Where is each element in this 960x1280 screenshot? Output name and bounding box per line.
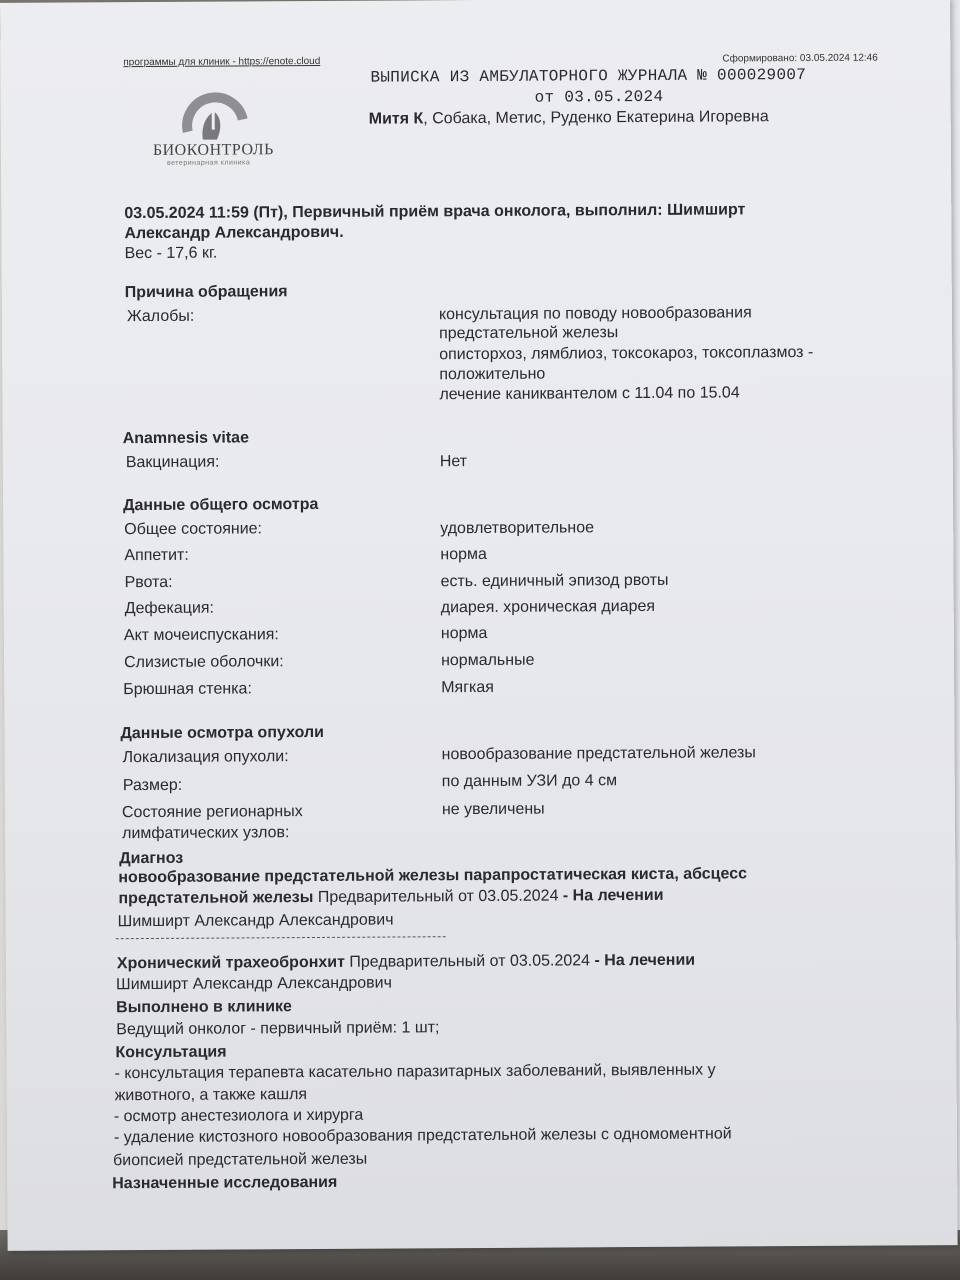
exam-row-label: Общее состояние: bbox=[124, 520, 263, 539]
consultation-line: - консультация терапевта касательно паразитарных заболеваний, выявленных у bbox=[114, 1061, 716, 1083]
exam-row-value: норма bbox=[440, 545, 487, 564]
consultation-title: Консультация bbox=[115, 1043, 227, 1062]
consultation-line: животного, а также кашля bbox=[114, 1086, 308, 1105]
complaints-line: предстательной железы bbox=[438, 324, 619, 343]
exam-row-label: Акт мочеиспускания: bbox=[123, 626, 279, 645]
clinic-logo-subtitle: ветеринарная клиника bbox=[166, 159, 251, 167]
patient-name: Митя К bbox=[368, 110, 424, 128]
complaints-line: лечение каниквантелом с 11.04 по 15.04 bbox=[439, 384, 740, 404]
consultation-line: биопсией предстательной железы bbox=[113, 1150, 368, 1170]
diagnosis-1-type: Предварительный от 03.05.2024 bbox=[313, 887, 563, 907]
vaccination-value: Нет bbox=[439, 453, 468, 471]
document-title: ВЫПИСКА ИЗ АМБУЛАТОРНОГО ЖУРНАЛА № 000029007 bbox=[370, 65, 807, 87]
diagnosis-1-text-cont: предстательной железы bbox=[118, 889, 314, 908]
consultation-line: - осмотр анестезиолога и хирурга bbox=[113, 1106, 364, 1126]
exam-row-label: Брюшная стенка: bbox=[123, 680, 252, 699]
complaints-label: Жалобы: bbox=[126, 307, 195, 326]
diagnosis-2-line bbox=[117, 952, 695, 974]
exam-row-value: Мягкая bbox=[441, 678, 495, 697]
generated-timestamp: Сформировано: 03.05.2024 12:46 bbox=[722, 52, 878, 65]
diagnosis-2-status: - На лечении bbox=[594, 951, 696, 970]
diagnosis-2-text: Хронический трахеобронхит bbox=[116, 953, 345, 973]
tumor-row-value: новообразование предстательной железы bbox=[441, 744, 756, 764]
clinic-logo-name: БИОКОНТРОЛЬ bbox=[152, 141, 274, 159]
exam-row-value: удовлетворительное bbox=[440, 519, 595, 538]
general-exam-title: Данные общего осмотра bbox=[123, 495, 319, 515]
studies-title: Назначенные исследования bbox=[112, 1173, 338, 1193]
diagnosis-1-status: - На лечении bbox=[562, 886, 664, 905]
performed-title: Выполнено в клинике bbox=[116, 998, 292, 1017]
diagnosis-1-line-2 bbox=[118, 887, 663, 908]
tumor-exam-title: Данные осмотра опухоли bbox=[120, 723, 324, 743]
tumor-row-label: Локализация опухоли: bbox=[122, 748, 289, 767]
document-date: от 03.05.2024 bbox=[534, 87, 664, 107]
tumor-row-label: Размер: bbox=[122, 776, 183, 795]
patient-details: , Собака, Метис, Руденко Екатерина Игоревна bbox=[423, 108, 769, 128]
performed-item: Ведущий онколог - первичный приём: 1 шт; bbox=[116, 1019, 440, 1039]
lymph-value: не увеличены bbox=[441, 800, 545, 819]
complaints-line: описторхоз, лямблиоз, токсокароз, токсоплазмоз - bbox=[439, 343, 814, 364]
tumor-row-value: по данным УЗИ до 4 см bbox=[441, 772, 618, 791]
exam-row-value: нормальные bbox=[440, 651, 535, 670]
visit-weight: Вес - 17,6 кг. bbox=[124, 244, 218, 263]
exam-row-label: Аппетит: bbox=[124, 546, 189, 565]
exam-row-value: есть. единичный эпизод рвоты bbox=[440, 571, 669, 591]
anamnesis-title: Anamnesis vitae bbox=[122, 429, 250, 448]
diagnosis-title: Диагноз bbox=[119, 849, 184, 868]
exam-row-value: диарея. хроническая диарея bbox=[440, 597, 656, 617]
diagnosis-1-doctor: Шимширт Александр Александрович bbox=[117, 911, 394, 931]
exam-row-label: Дефекация: bbox=[124, 599, 215, 618]
lymph-label: Состояние регионарных bbox=[121, 803, 303, 822]
divider bbox=[116, 936, 446, 939]
vaccination-label: Вакцинация: bbox=[125, 453, 220, 472]
diagnosis-2-type: Предварительный от 03.05.2024 bbox=[344, 952, 595, 971]
visit-line-2: Александр Александрович. bbox=[124, 223, 344, 243]
reason-title: Причина обращения bbox=[124, 283, 288, 302]
complaints-line: консультация по поводу новообразования bbox=[438, 304, 752, 324]
diagnosis-1-text: новообразование предстательной железы парапростатическая киста, абсцесс bbox=[118, 865, 748, 887]
visit-line-1: 03.05.2024 11:59 (Пт), Первичный приём врача онколога, выполнил: Шимширт bbox=[124, 201, 746, 223]
exam-row-label: Слизистые оболочки: bbox=[123, 653, 284, 672]
consultation-line: - удаление кистозного новообразования предстательной железы с одномоментной bbox=[113, 1125, 732, 1147]
exam-row-value: норма bbox=[440, 624, 488, 643]
lymph-label: лимфатических узлов: bbox=[122, 824, 290, 843]
diagnosis-2-doctor: Шимширт Александр Александрович bbox=[115, 974, 392, 994]
complaints-line: положительно bbox=[439, 365, 546, 384]
exam-row-label: Рвота: bbox=[124, 573, 173, 592]
patient-info bbox=[369, 108, 769, 128]
clinic-software-link[interactable]: программы для клиник - https://enote.cloud bbox=[123, 55, 321, 69]
